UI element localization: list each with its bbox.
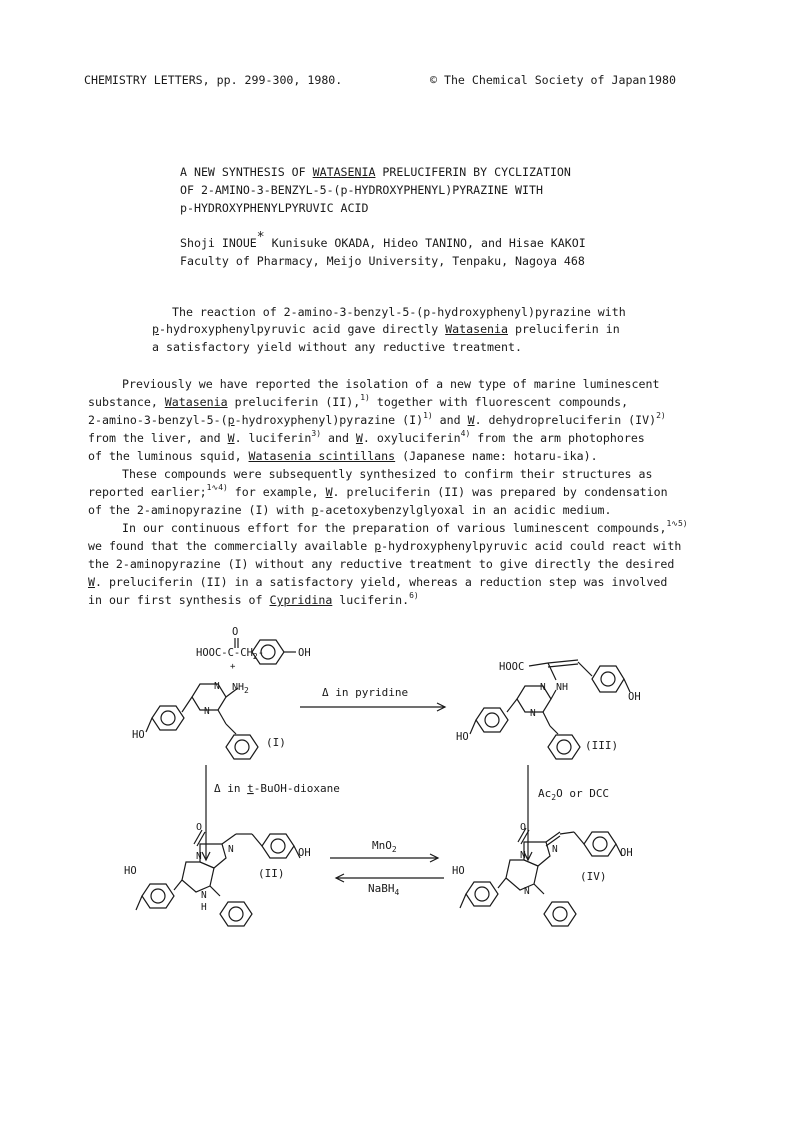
benzyl-ring-II [220,902,252,926]
svg-text:N: N [201,890,207,901]
body-p1-line-4: from the liver, and W. luciferin$^{3)}$ and W. oxyluciferin$^{4)}$ from the arm photophores [88,429,645,445]
benzyl-ring-I [226,735,258,759]
svg-text:N: N [540,682,546,693]
title-genus: WATASENIA [312,165,376,179]
benzyl-ring-IV [544,902,576,926]
svg-text:N: N [520,850,526,861]
amino-group-I: $NH_2$ [232,682,249,695]
reagent-oxygen: O [232,626,239,638]
condition-mno2: MnO$_2$ [372,839,397,854]
corresponding-mark: * [256,230,265,246]
reagent-formula: HOOC-$C-CH_2-$ [196,647,265,661]
svg-text:N: N [228,844,234,855]
phenol-ring-III [592,666,624,692]
svg-text:HO: HO [124,865,137,877]
body-p3-line-2: we found that the commercially available p-hydroxyphenylpyruvic acid could react with [88,539,682,553]
title-line-1: A NEW SYNTHESIS OF WATASENIA PRELUCIFERIN BY CYCLIZATION [180,165,571,179]
abstract-line-2: p-hydroxyphenylpyruvic acid gave directly Watasenia preluciferin in [152,322,620,336]
svg-text:N: N [552,844,558,855]
condition-ac2o-dcc: $Ac_2O$ or DCC [538,787,610,802]
body-p2-line-3: of the 2-aminopyrazine (I) with p-acetoxybenzylglyoxal in an acidic medium. [88,503,612,517]
svg-text:N: N [524,886,530,897]
svg-text:HO: HO [456,731,469,743]
body-p3-line-1: In our continuous effort for the preparation of various luminescent compounds,$^{1∿5)}$ [122,519,688,535]
svg-text:O: O [196,822,203,833]
svg-text:O: O [520,822,527,833]
svg-text:OH: OH [298,847,311,859]
pyrazine-ring-IV [506,860,538,890]
phenol-ring-II [262,834,294,858]
body-p1-line-3: 2-amino-3-benzyl-5-(p-hydroxyphenyl)pyrazine $(I)^{1)}$ and W. dehydropreluciferin (IV)$^{2)}$ [88,411,666,427]
running-header-society: © The Chemical Society of Japan [430,73,647,87]
running-header-year: 1980 [648,73,676,87]
body-p1-line-1: Previously we have reported the isolation of a new type of marine luminescent [122,377,660,391]
condition-butanol-dioxane: Δ in t-BuOH-dioxane [214,782,340,795]
condition-nabh4: NaBH$_4$ [368,882,400,897]
condition-pyridine: Δ in pyridine [322,686,409,699]
svg-text:NH: NH [556,682,569,693]
compound-label-II: (II) [258,867,285,880]
phenol-ring-II-b [142,884,174,908]
carboxyl-III: HOOC [499,661,525,673]
svg-text:HO: HO [452,865,465,877]
compound-label-I: (I) [266,736,286,749]
svg-text:H: H [201,902,207,913]
body-p1-line-2: substance, Watasenia preluciferin (II),$^{1)}$ together with fluorescent compounds, [88,393,629,409]
svg-text:OH: OH [620,847,633,859]
title-line-2: OF 2-AMINO-3-BENZYL-5-(p-HYDROXYPHENYL)PYRAZINE WITH [180,183,543,197]
compound-label-IV: (IV) [580,870,607,883]
benzyl-ring-III [548,735,580,759]
body-p2-line-2: reported earlier;$^{1∿4)}$ for example, W. preluciferin (II) was prepared by condensation [88,483,668,499]
body-p3-line-3: the 2-aminopyrazine (I) without any reductive treatment to give directly the desired [88,557,675,571]
plus-sign: + [230,662,236,672]
body-p3-line-4: W. preluciferin (II) in a satisfactory yield, whereas a reduction step was involved [88,575,668,589]
body-p3-line-5: in our first synthesis of Cypridina luciferin.$^{6)}$ [88,591,419,607]
author-list: Shoji INOUE* Kunisuke OKADA, Hideo TANINO, and Hisae KAKOI [180,230,586,250]
body-p1-line-5: of the luminous squid, Watasenia scintillans (Japanese name: hotaru-ika). [88,449,598,463]
abstract-line-3: a satisfactory yield without any reductive treatment. [152,340,522,354]
pyrazine-ring-II [182,862,214,892]
body-p2-line-1: These compounds were subsequently synthesized to confirm their structures as [122,467,653,481]
svg-text:HO: HO [132,729,145,741]
svg-text:OH: OH [628,691,641,703]
running-header-journal: CHEMISTRY LETTERS, pp. 299-300, 1980. [84,73,343,87]
phenol-ring-I [152,706,184,730]
svg-text:N: N [204,706,210,717]
compound-label-III: (III) [585,739,619,752]
svg-text:N: N [196,851,202,862]
author-affiliation: Faculty of Pharmacy, Meijo University, Tenpaku, Nagoya 468 [180,254,585,268]
svg-text:N: N [214,681,220,692]
phenol-ring-IV-b [466,882,498,906]
svg-text:N: N [530,708,536,719]
abstract-line-1: The reaction of 2-amino-3-benzyl-5-(p-hydroxyphenyl)pyrazine with [172,305,626,319]
reagent-hydroxyl: OH [298,647,311,659]
title-line-3: p-HYDROXYPHENYLPYRUVIC ACID [180,201,369,215]
phenol-ring-IV [584,832,616,856]
phenol-ring-III-b [476,708,508,732]
